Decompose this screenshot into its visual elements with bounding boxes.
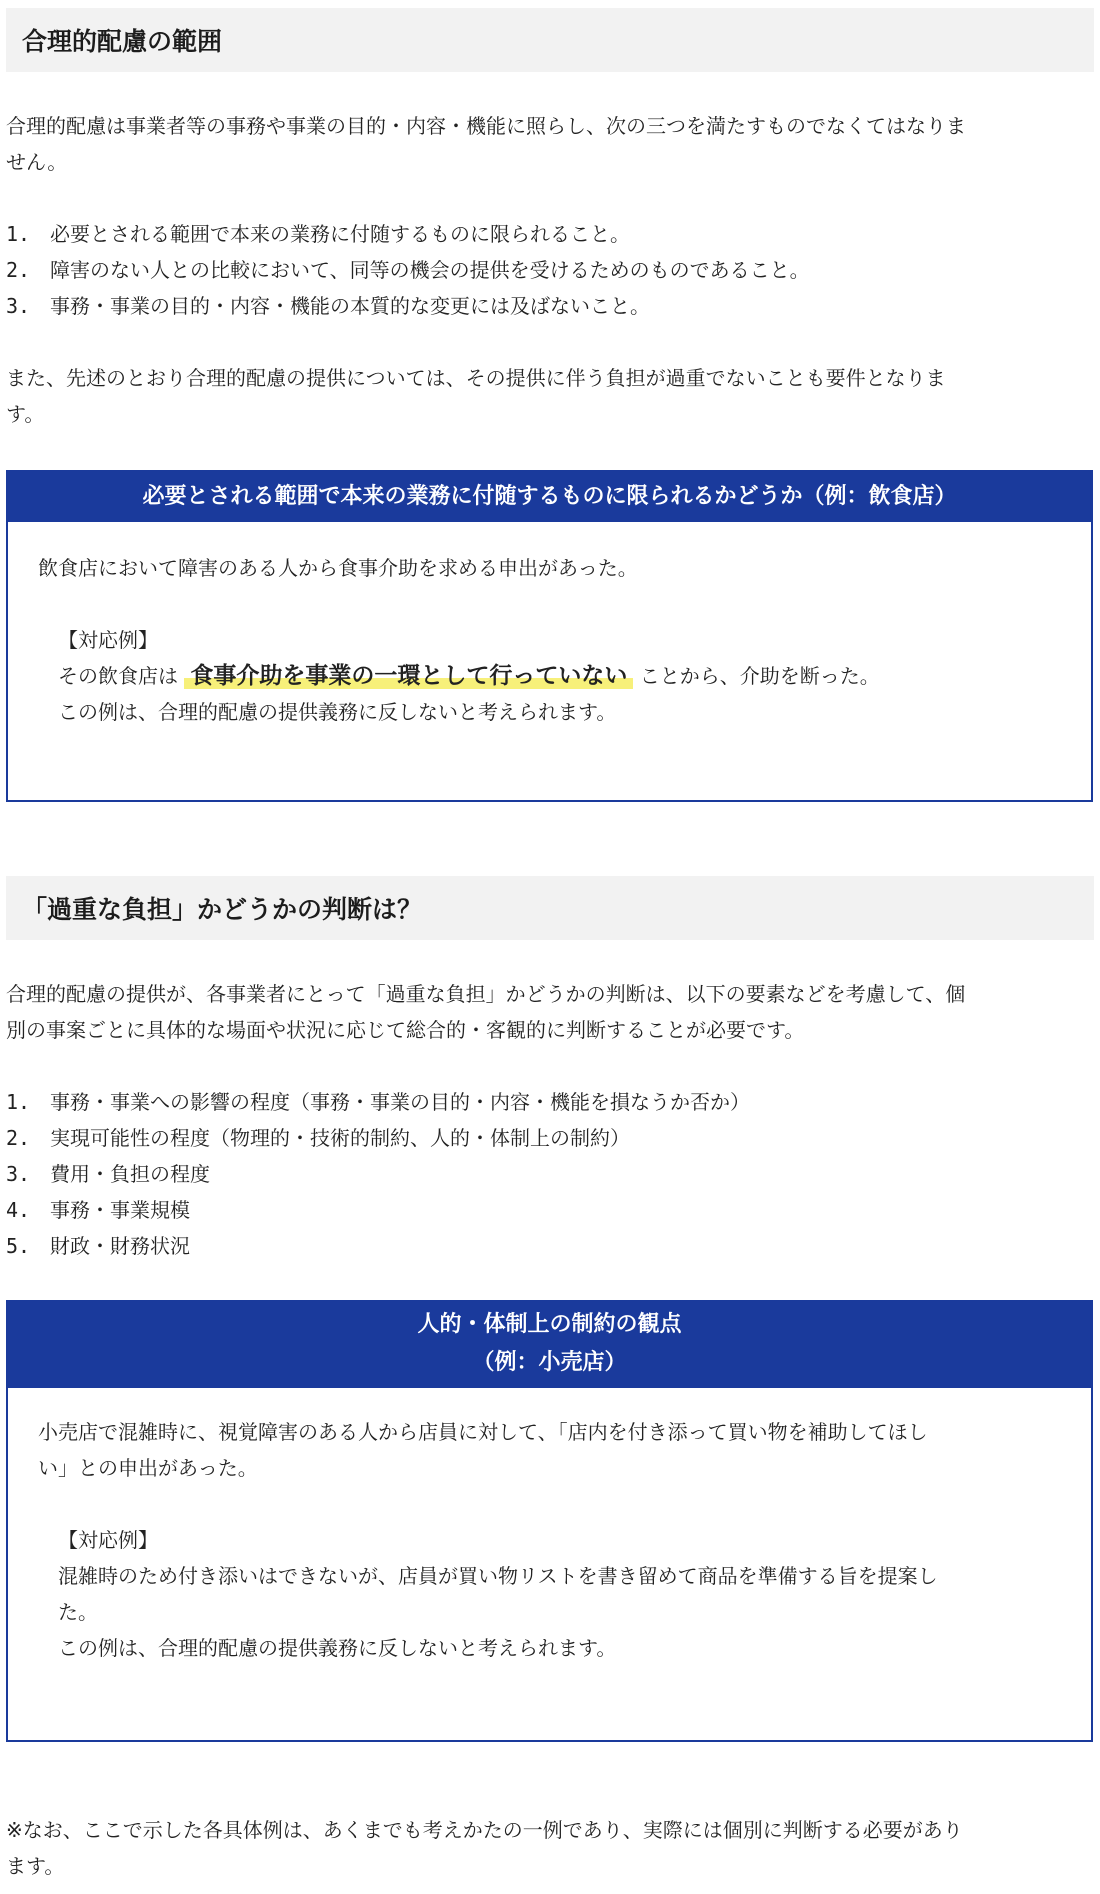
response-text	[38, 658, 1061, 694]
section-heading-text: 「過重な負担」かどうかの判断は？	[22, 895, 423, 924]
example-box-retail	[6, 1300, 1093, 1742]
section-heading-text: 合理的配慮の範囲	[22, 27, 223, 56]
list-item	[6, 1084, 1086, 1120]
example-case: 飲食店において障害のある人から食事介助を求める申出があった。	[38, 556, 638, 580]
list-item	[6, 1192, 1086, 1228]
list-item	[6, 216, 1086, 252]
list-text: 事務・事業の目的・内容・機能の本質的な変更には及ばないこと。	[50, 294, 650, 318]
response-line: 混雑時のため付き添いはできないが、店員が買い物リストを書き留めて商品を準備する旨を提案し	[58, 1564, 938, 1588]
response-suffix: ことから、介助を断った。	[639, 664, 880, 688]
intro-line: 合理的配慮は事業者等の事務や事業の目的・内容・機能に照らし、次の三つを満たすものでなくてはなりま	[6, 114, 966, 138]
section1-note	[6, 360, 1088, 432]
requirements-list	[6, 216, 1086, 324]
list-text: 必要とされる範囲で本来の業務に付随するものに限られること。	[50, 222, 630, 246]
list-number: 1.	[6, 1090, 31, 1114]
response-label: 【対応例】	[58, 1528, 158, 1552]
list-text: 実現可能性の程度（物理的・技術的制約、人的・体制上の制約）	[50, 1126, 630, 1150]
response-line: た。	[58, 1600, 98, 1624]
list-item	[6, 1156, 1086, 1192]
footnote	[6, 1812, 1088, 1884]
response-highlight: 食事介助を事業の一環として行っていない	[184, 663, 633, 689]
list-item	[6, 288, 1086, 324]
example-box-title-line: 人的・体制上の制約の観点	[417, 1312, 682, 1337]
list-number: 3.	[6, 1162, 31, 1186]
example-box-body	[8, 522, 1091, 730]
example-box-body	[8, 1388, 1091, 1666]
list-item	[6, 1120, 1086, 1156]
section-heading-reasonable-accommodation-scope	[6, 8, 1094, 72]
note-line: す。	[6, 402, 45, 426]
intro-line: せん。	[6, 150, 68, 174]
section2-intro	[6, 976, 1088, 1048]
intro-line: 別の事案ごとに具体的な場面や状況に応じて総合的・客観的に判断することが必要です。	[6, 1018, 805, 1042]
list-number: 1.	[6, 222, 31, 246]
example-box-restaurant	[6, 470, 1093, 802]
response-conclusion: この例は、合理的配慮の提供義務に反しないと考えられます。	[58, 700, 617, 724]
list-number: 2.	[6, 258, 31, 282]
example-box-title-line: （例：小売店）	[472, 1350, 627, 1375]
section1-intro	[6, 108, 1088, 180]
list-text: 事務・事業への影響の程度（事務・事業の目的・内容・機能を損なうか否か）	[50, 1090, 750, 1114]
response-prefix: その飲食店は	[58, 664, 178, 688]
list-text: 事務・事業規模	[50, 1198, 190, 1222]
intro-line: 合理的配慮の提供が、各事業者にとって「過重な負担」かどうかの判断は、以下の要素などを考慮して、個	[6, 982, 966, 1006]
footnote-line: ます。	[6, 1854, 65, 1878]
factors-list	[6, 1084, 1086, 1264]
list-number: 2.	[6, 1126, 31, 1150]
footnote-line: ※なお、ここで示した各具体例は、あくまでも考えかたの一例であり、実際には個別に判断する必要があり	[6, 1818, 963, 1842]
response-conclusion: この例は、合理的配慮の提供義務に反しないと考えられます。	[58, 1636, 617, 1660]
list-text: 費用・負担の程度	[50, 1162, 210, 1186]
example-box-title: 必要とされる範囲で本来の業務に付随するものに限られるかどうか（例：飲食店）	[8, 472, 1091, 522]
list-item	[6, 252, 1086, 288]
example-case-line: い」との申出があった。	[38, 1456, 258, 1480]
example-box-title	[8, 1302, 1091, 1388]
example-case-line: 小売店で混雑時に、視覚障害のある人から店員に対して、「店内を付き添って買い物を補助してほし	[38, 1420, 928, 1444]
list-number: 4.	[6, 1198, 31, 1222]
section-heading-excessive-burden	[6, 876, 1094, 940]
list-number: 5.	[6, 1234, 31, 1258]
list-number: 3.	[6, 294, 31, 318]
list-text: 障害のない人との比較において、同等の機会の提供を受けるためのものであること。	[50, 258, 810, 282]
list-item	[6, 1228, 1086, 1264]
note-line: また、先述のとおり合理的配慮の提供については、その提供に伴う負担が過重でないことも要件となりま	[6, 366, 946, 390]
list-text: 財政・財務状況	[50, 1234, 190, 1258]
response-label: 【対応例】	[58, 628, 158, 652]
